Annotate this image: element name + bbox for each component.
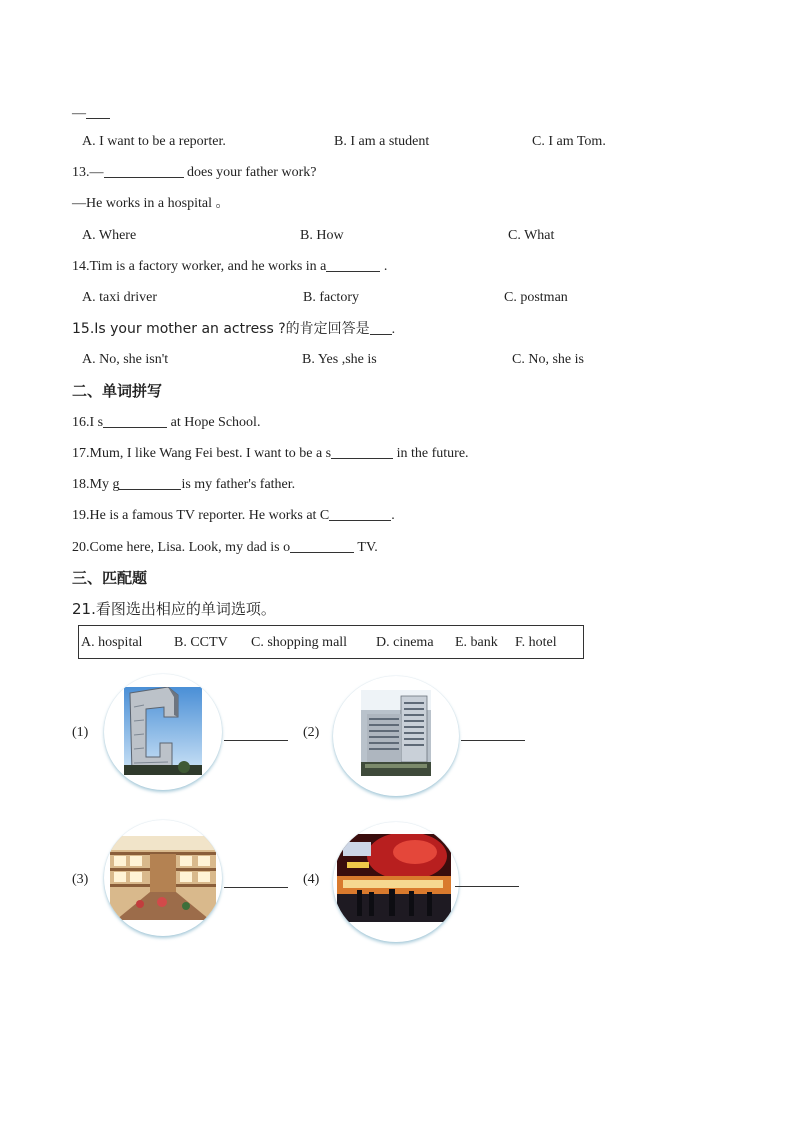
q14-stem bbox=[72, 257, 387, 277]
cinema-photo bbox=[333, 822, 459, 942]
answer-blank[interactable] bbox=[103, 427, 167, 428]
q12-option-b: B. I am a student bbox=[334, 134, 430, 149]
q18-post: is my father's father. bbox=[181, 477, 296, 492]
q12-option-c: C. I am Tom. bbox=[532, 134, 606, 149]
word-bank-item: D. cinema bbox=[376, 635, 434, 650]
q13-reply: —He works in a hospital 。 bbox=[72, 196, 230, 211]
answer-blank[interactable] bbox=[329, 520, 391, 521]
q21-stem: 21.看图选出相应的单词选项。 bbox=[72, 600, 276, 618]
q17-pre: 17.Mum, I like Wang Fei best. I want to be a s bbox=[72, 446, 332, 461]
q15-option-c: C. No, she is bbox=[512, 352, 584, 367]
answer-blank[interactable] bbox=[290, 552, 354, 553]
hotel-building-photo bbox=[333, 676, 459, 796]
answer-blank[interactable] bbox=[119, 489, 181, 490]
q12-option-a: A. I want to be a reporter. bbox=[82, 134, 226, 149]
q15-text: 15.Is your mother an actress ?的肯定回答是 bbox=[72, 321, 370, 337]
q13-option-c: C. What bbox=[508, 228, 555, 243]
q13-text: does your father work? bbox=[183, 165, 317, 180]
cinema-image bbox=[337, 834, 451, 922]
picture-label: (2) bbox=[303, 725, 320, 740]
answer-blank[interactable] bbox=[104, 177, 184, 178]
q14-option-a: A. taxi driver bbox=[82, 290, 158, 305]
answer-blank[interactable] bbox=[455, 886, 519, 887]
q20 bbox=[72, 538, 378, 558]
q13-option-b: B. How bbox=[300, 228, 344, 243]
shopping-mall-photo bbox=[104, 820, 222, 936]
answer-blank[interactable] bbox=[86, 118, 110, 119]
q15-option-a: A. No, she isn't bbox=[82, 352, 169, 367]
q19-pre: 19.He is a famous TV reporter. He works at C bbox=[72, 508, 330, 523]
shopping-mall-image bbox=[110, 836, 216, 920]
section-2-title: 二、单词拼写 bbox=[72, 382, 163, 400]
answer-blank[interactable] bbox=[370, 334, 392, 335]
q13-number: 13.— bbox=[72, 165, 104, 180]
picture-label: (4) bbox=[303, 872, 320, 887]
q13-stem bbox=[72, 163, 316, 183]
q20-post: TV. bbox=[354, 540, 378, 555]
word-bank-item: C. shopping mall bbox=[251, 635, 348, 650]
picture-label: (1) bbox=[72, 725, 89, 740]
hotel-image bbox=[361, 690, 431, 776]
q13-option-a: A. Where bbox=[82, 228, 137, 243]
word-bank-item: A. hospital bbox=[81, 635, 143, 650]
q14-text: 14.Tim is a factory worker, and he works in a bbox=[72, 259, 327, 274]
cctv-tower-photo bbox=[104, 674, 222, 790]
q15-stem bbox=[72, 319, 395, 340]
q15-option-b: B. Yes ,she is bbox=[302, 352, 377, 367]
section-3-title: 三、匹配题 bbox=[72, 569, 148, 587]
word-bank-item: E. bank bbox=[455, 635, 498, 650]
dash: — bbox=[72, 106, 86, 121]
picture-label: (3) bbox=[72, 872, 89, 887]
q16-pre: 16.I s bbox=[72, 415, 104, 430]
q20-pre: 20.Come here, Lisa. Look, my dad is o bbox=[72, 540, 291, 555]
word-bank-box bbox=[78, 625, 584, 659]
cctv-tower-image bbox=[124, 687, 202, 775]
q16-post: at Hope School. bbox=[167, 415, 261, 430]
q15-end: . bbox=[391, 322, 396, 337]
q17-post: in the future. bbox=[393, 446, 469, 461]
q14-end: . bbox=[380, 259, 388, 274]
answer-blank[interactable] bbox=[224, 740, 288, 741]
answer-blank[interactable] bbox=[331, 458, 393, 459]
word-bank-item: B. CCTV bbox=[174, 635, 228, 650]
q14-option-b: B. factory bbox=[303, 290, 359, 305]
answer-blank[interactable] bbox=[224, 887, 288, 888]
q14-option-c: C. postman bbox=[504, 290, 568, 305]
q19-post: . bbox=[391, 508, 395, 523]
q17 bbox=[72, 444, 469, 464]
q18-pre: 18.My g bbox=[72, 477, 120, 492]
answer-blank[interactable] bbox=[326, 271, 380, 272]
answer-blank[interactable] bbox=[461, 740, 525, 741]
word-bank-item: F. hotel bbox=[515, 635, 557, 650]
q18 bbox=[72, 475, 295, 495]
q12-answer-blank-line bbox=[72, 104, 110, 124]
q16 bbox=[72, 413, 260, 433]
q19 bbox=[72, 506, 395, 526]
